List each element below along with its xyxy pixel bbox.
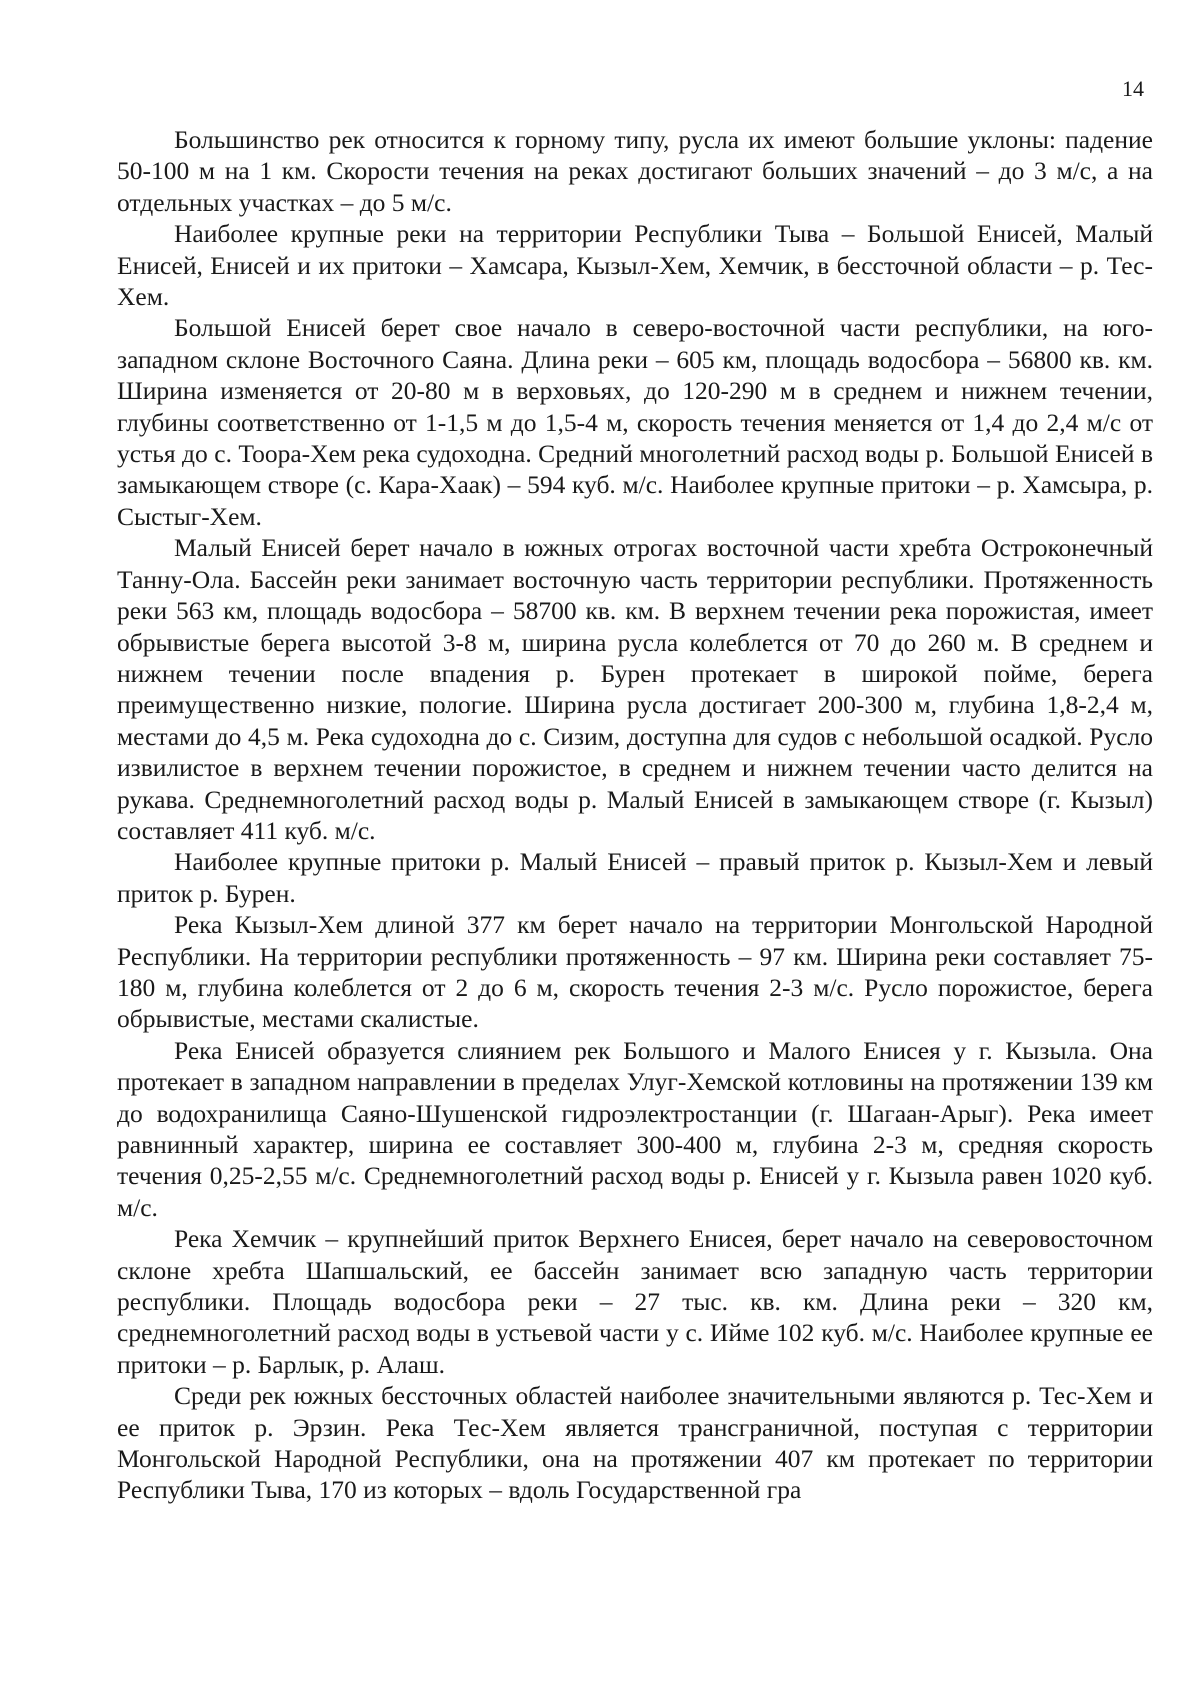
paragraph-largest-rivers: Наиболее крупные реки на территории Республики Тыва – Большой Енисей, Малый Енисей, Енисей и их притоки – Хамсара, Кызыл-Хем, Хемчик, в бессточной области – р. Тес-Хем.	[117, 219, 1153, 312]
paragraph-tes-khem: Среди рек южных бессточных областей наиболее значительными являются р. Тес-Хем и ее приток р. Эрзин. Река Тес-Хем является трансграничной, поступая с территории Монгольской Народной Республики, она на протяжении 407 км протекает по территории Республики Тыва, 170 из которых – вдоль Государственной гра	[117, 1381, 1153, 1505]
paragraph-enisey: Река Енисей образуется слиянием рек Большого и Малого Енисея у г. Кызыла. Она протекает в западном направлении в пределах Улуг-Хемской котловины на протяжении 139 км до водохранилища Саяно-Шушенской гидроэлектростанции (г. Шагаан-Арыг). Река имеет равнинный характер, ширина ее составляет 300-400 м, глубина 2-3 м, средняя скорость течения 0,25-2,55 м/с. Среднемноголетний расход воды р. Енисей у г. Кызыла равен 1020 куб. м/с.	[117, 1035, 1153, 1222]
page-number: 14	[1122, 76, 1144, 101]
paragraph-mountain-rivers: Большинство рек относится к горному типу, русла их имеют большие уклоны: падение 50-100 м на 1 км. Скорости течения на реках достигают больших значений – до 3 м/с, а на отдельных участках – до 5 м/с.	[117, 125, 1153, 217]
paragraph-khemchik: Река Хемчик – крупнейший приток Верхнего Енисея, берет начало на северовосточном склоне хребта Шапшальский, ее бассейн занимает всю западную часть территории республики. Площадь водосбора реки – 27 тыс. кв. км. Длина реки – 320 км, среднемноголетний расход воды в устьевой части у с. Ийме 102 куб. м/с. Наиболее крупные ее притоки – р. Барлык, р. Алаш.	[117, 1224, 1153, 1379]
document-body	[117, 124, 1153, 1506]
paragraph-bolshoy-enisey: Большой Енисей берет свое начало в северо-восточной части республики, на юго-западном склоне Восточного Саяна. Длина реки – 605 км, площадь водосбора – 56800 кв. км. Ширина изменяется от 20-80 м в верховьях, до 120-290 м в среднем и нижнем течении, глубины соответственно от 1-1,5 м до 1,5-4 м, скорость течения меняется от 1,4 до 2,4 м/с от устья до с. Тоора-Хем река судоходна. Средний многолетний расход воды р. Большой Енисей в замыкающем створе (с. Кара-Хаак) – 594 куб. м/с. Наиболее крупные притоки – р. Хамсыра, р. Сыстыг-Хем.	[117, 313, 1153, 531]
paragraph-kyzyl-khem: Река Кызыл-Хем длиной 377 км берет начало на территории Монгольской Народной Республики. На территории республики протяженность – 97 км. Ширина реки составляет 75-180 м, глубина колеблется от 2 до 6 м, скорость течения 2-3 м/с. Русло порожистое, берега обрывистые, местами скалистые.	[117, 910, 1153, 1034]
paragraph-maly-enisey: Малый Енисей берет начало в южных отрогах восточной части хребта Остроконечный Танну-Ола. Бассейн реки занимает восточную часть территории республики. Протяженность реки 563 км, площадь водосбора – 58700 кв. км. В верхнем течении река порожистая, имеет обрывистые берега высотой 3-8 м, ширина русла колеблется от 70 до 260 м. В среднем и нижнем течении после впадения р. Бурен протекает в широкой пойме, берега преимущественно низкие, пологие. Ширина русла достигает 200-300 м, глубина 1,8-2,4 м, местами до 4,5 м. Река судоходна до с. Сизим, доступна для судов с небольшой осадкой. Русло извилистое в верхнем течении порожистое, в среднем и нижнем течении часто делится на рукава. Среднемноголетний расход воды р. Малый Енисей в замыкающем створе (г. Кызыл) составляет 411 куб. м/с.	[117, 533, 1153, 845]
paragraph-maly-enisey-tributaries: Наиболее крупные притоки р. Малый Енисей – правый приток р. Кызыл-Хем и левый приток р. Бурен.	[117, 847, 1153, 908]
